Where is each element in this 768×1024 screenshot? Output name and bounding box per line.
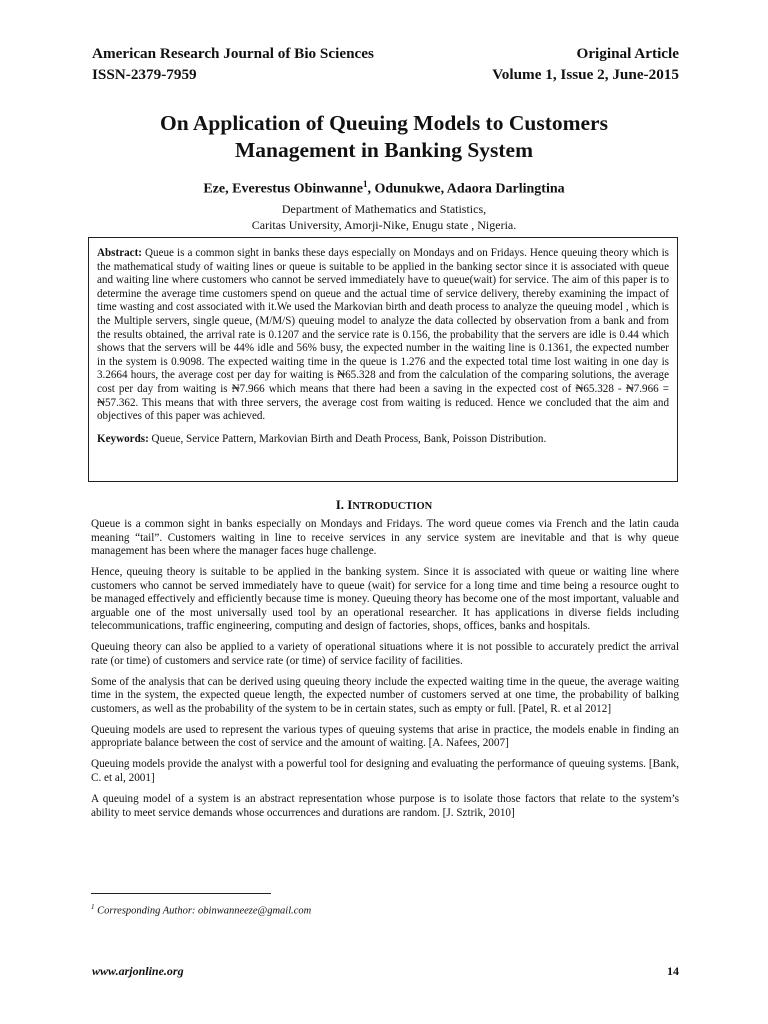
- issn: ISSN-2379-7959: [92, 66, 197, 83]
- section-initial: I: [347, 497, 353, 512]
- footer-website-link[interactable]: www.arjonline.org: [92, 964, 184, 978]
- abstract-paragraph: [97, 247, 669, 424]
- section-number: I.: [335, 497, 348, 512]
- footnote-text: Corresponding Author: obinwanneeze@gmail.com: [94, 905, 312, 917]
- keywords-label: Keywords:: [97, 432, 149, 445]
- paper-title-line-1: On Application of Queuing Models to Customers: [160, 111, 608, 135]
- running-header-top: [92, 44, 679, 64]
- keywords-text: Queue, Service Pattern, Markovian Birth and Death Process, Bank, Poisson Distribution.: [151, 432, 547, 445]
- body-paragraph: Queuing models provide the analyst with a powerful tool for designing and evaluating the performance of queuing systems. [Bank, C. et al, 2001]: [91, 758, 679, 784]
- body-text: [91, 518, 679, 828]
- page-number: 14: [667, 964, 679, 978]
- body-paragraph: Hence, queuing theory is suitable to be applied in the banking system. Since it is associated with queue or waiting line where customers who cannot be served immediately have to queue (wait) for service for a long time and time being a resource ought to be managed effectively and efficiently because time is money. Queuing theory has become one of the most important, valuable and arguable one of the most universally used tool by an operational researcher. It has applications in diverse fields including telecommunications, traffic engineering, computing and design of factories, shops, offices, banks and hospitals.: [91, 566, 679, 633]
- page-footer: [92, 963, 679, 979]
- keywords-paragraph: [97, 433, 669, 447]
- footnote-divider: [91, 893, 271, 894]
- article-type: Original Article: [576, 45, 679, 62]
- author-rest: , Odunukwe, Adaora Darlingtina: [367, 181, 565, 197]
- body-paragraph: Some of the analysis that can be derived using queuing theory include the expected waiting time in the queue, the average waiting time in the system, the expected queue length, the expected number of customers served at one time, the probability of balking customers, as well as the probability of the system to be in certain states, such as empty or full. [Patel, R. et al 2012]: [91, 675, 679, 715]
- abstract-label: Abstract:: [97, 247, 142, 259]
- body-paragraph: Queuing models are used to represent the various types of queuing systems that arise in practice, the models enable in finding an appropriate balance between the cost of service and the amount of waiting. [A. Nafees, 2007]: [91, 723, 679, 750]
- author-first: Eze, Everestus Obinwanne: [203, 181, 363, 197]
- footnote: [91, 900, 311, 919]
- running-header-bottom: [92, 65, 679, 85]
- affiliation-line-2: Caritas University, Amorji-Nike, Enugu state , Nigeria.: [251, 217, 517, 232]
- footnote-marker: 1: [91, 903, 95, 911]
- body-paragraph: Queue is a common sight in banks especially on Mondays and Fridays. The word queue comes via French and the latin cauda meaning “tail”. Customers waiting in line to receive services in any service system are inevitable and that is why queue management has been where the manager faces huge challenge.: [91, 518, 679, 557]
- paper-title-line-2: Management in Banking System: [234, 138, 534, 162]
- body-paragraph: Queuing theory can also be applied to a variety of operational situations where it is not possible to accurately predict the arrival rate (or time) of customers and service rate (or time) of service facility of facilities.: [91, 641, 679, 667]
- section-heading-introduction: [80, 497, 688, 515]
- body-paragraph: A queuing model of a system is an abstract representation whose purpose is to isolate those factors that relate to the system’s ability to meet service demands whose occurrences and durations are random. [J. Sztrik, 2010]: [91, 793, 679, 819]
- author-list: [80, 174, 688, 200]
- affiliation-line-1: Department of Mathematics and Statistics,: [281, 202, 487, 216]
- section-title-rest: NTRODUCTION: [352, 501, 433, 512]
- journal-name: American Research Journal of Bio Sciences: [92, 45, 374, 62]
- abstract-text: Queue is a common sight in banks these days especially on Mondays and on Fridays. Hence queuing theory which is the mathematical study of waiting lines or queue is suitable to be applied in the banking sector since it is associated with queue and waiting line where customers who cannot be served immediately have to queue(wait) for service. The aim of this paper is to determine the average time customers spend on queue and the actual time of service delivery, thereby examining the impact of time wasting and cost associated with it.We used the Markovian birth and death process to analyze the queuing model , which is the Multiple servers, single queue, (M/M/S) queuing model to analyze the data collected by observation from a bank and from the results obtained, the arrival rate is 0.1207 and the service rate is 0.156, the probability that the servers are idle is 0.44 which shows that the servers will be 44% idle and 56% busy, the expected number in the waiting line is 0.1361, the expected number in the system is 0.9098. The expected waiting time in the queue is 1.276 and the expected total time lost waiting in one day is 3.2664 hours, the average cost per day for waiting is ₦65.328 and from the calculation of the comparing solutions, the average cost per day from waiting is ₦7.966 which means that there had been a saving in the expected cost of ₦65.328 - ₦7.966 = ₦57.362. This means that with three servers, the average cost from waiting is reduced. Hence we concluded that the aim and objectives of this paper was achieved.: [97, 247, 669, 423]
- abstract-box: [88, 237, 678, 482]
- volume-issue: Volume 1, Issue 2, June-2015: [492, 66, 679, 83]
- paper-title: [80, 110, 688, 164]
- affiliation: [80, 202, 688, 233]
- author-footnote-marker: 1: [362, 179, 368, 189]
